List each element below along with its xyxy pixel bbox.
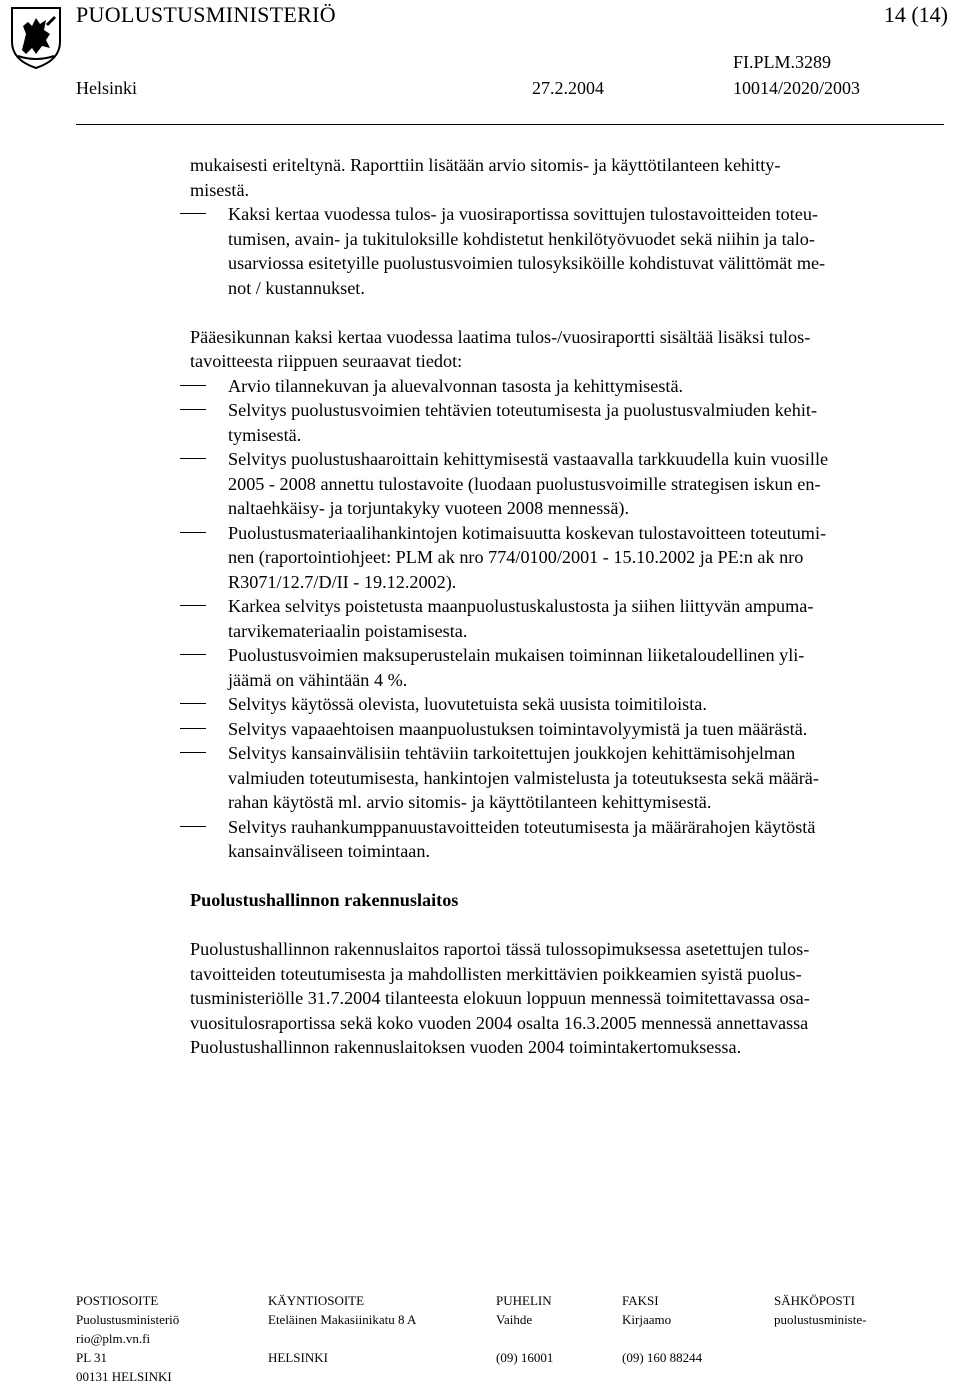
- header-reference: 10014/2020/2003: [733, 78, 861, 98]
- footer-phone: PUHELIN Vaihde (09) 16001: [496, 1293, 554, 1365]
- footer-postal-address: POSTIOSOITE Puolustusministeriö rio@plm.vn.fi PL 31 00131 HELSINKI: [76, 1293, 180, 1384]
- dash-bullet-icon: [180, 728, 206, 729]
- list-item: Karkea selvitys poistetusta maanpuolustuskalustosta ja siihen liittyvän ampuma- tarvikemateriaalin poistamisesta.: [190, 594, 930, 643]
- lion-crest-icon: [6, 4, 66, 70]
- dash-bullet-icon: [180, 532, 206, 533]
- paragraph: Pääesikunnan kaksi kertaa vuodessa laatima tulos-/vuosiraportti sisältää lisäksi tulos- tavoitteesta riippuen seuraavat tiedot:: [190, 326, 811, 371]
- report-items-list: [190, 374, 930, 864]
- list-item: Arvio tilannekuvan ja aluevalvonnan tasosta ja kehittymisestä.: [190, 374, 930, 399]
- dash-bullet-icon: [180, 752, 206, 753]
- footer-email: SÄHKÖPOSTI puolustusministe-: [774, 1293, 867, 1327]
- list-item: Selvitys rauhankumppanuustavoitteiden toteutumisesta ja määrärahojen käytöstä kansainväliseen toimintaan.: [190, 815, 930, 864]
- list-item: Puolustusvoimien maksuperustelain mukaisen toiminnan liiketaloudellinen yli- jäämä on vähintään 4 %.: [190, 643, 930, 692]
- document-body: [190, 153, 930, 1060]
- list-item: Selvitys kansainvälisiin tehtäviin tarkoitettujen joukkojen kehittämisohjelman valmiuden toteutumisesta, hankintojen valmistelusta ja toteutuksesta sekä määrä- rahan käytöstä ml. arvio sitomis- ja käyttötilanteen kehittymisestä.: [190, 741, 930, 815]
- dash-bullet-icon: [180, 213, 206, 214]
- organization-name: PUOLUSTUSMINISTERIÖ: [76, 2, 336, 27]
- footer-visiting-address: KÄYNTIOSOITE Eteläinen Makasiinikatu 8 A HELSINKI: [268, 1293, 417, 1365]
- dash-bullet-icon: [180, 654, 206, 655]
- header-divider: [76, 124, 944, 125]
- intro-continuation: mukaisesti eriteltynä. Raporttiin lisätään arvio sitomis- ja käyttötilanteen kehitty- misestä.: [190, 155, 781, 200]
- footer-fax: FAKSI Kirjaamo (09) 160 88244: [622, 1293, 703, 1365]
- list-item: Selvitys vapaaehtoisen maanpuolustuksen toimintavolyymistä ja tuen määrästä.: [190, 717, 930, 742]
- page-number: 14 (14): [883, 2, 948, 27]
- header-city: Helsinki: [76, 78, 137, 98]
- list-item: Selvitys puolustusvoimien tehtävien toteutumisesta ja puolustusvalmiuden kehit- tymisestä.: [190, 398, 930, 447]
- list-item: Selvitys puolustushaaroittain kehittymisestä vastaavalla tarkkuudella kuin vuosille 2005 - 2008 annettu tulostavoite (luodaan puolustusvoimille strategisen iskun en- naltaehkäisy- ja torjuntakyky vuoteen 2008 mennessä).: [190, 447, 930, 521]
- dash-bullet-icon: [180, 458, 206, 459]
- document-id: FI.PLM.3289: [733, 52, 832, 72]
- header-date: 27.2.2004: [532, 78, 604, 98]
- list-item: Puolustusmateriaalihankintojen kotimaisuutta koskevan tulostavoitteen toteutumi- nen (raportointiohjeet: PLM ak nro 774/0100/2001 - 15.10.2002 ja PE:n ak nro R3071/12.7/D/II - 19.12.2002).: [190, 521, 930, 595]
- dash-bullet-icon: [180, 826, 206, 827]
- list-item: Selvitys käytössä olevista, luovutetuista sekä uusista toimitiloista.: [190, 692, 930, 717]
- paragraph: Puolustushallinnon rakennuslaitos raportoi tässä tulossopimuksessa asetettujen tulos- tavoitteiden toteutumisesta ja mahdollisten merkittävien poikkeamien syistä puolus- tusministeriölle 31.7.2004 tilanteesta elokuun loppuun mennessä toimitettavassa osa- vuositulosraportissa sekä koko vuoden 2004 osalta 16.3.2005 mennessä annettavassa Puolustushallinnon rakennuslaitoksen vuoden 2004 toimintakertomuksessa.: [190, 939, 810, 1057]
- section-heading: Puolustushallinnon rakennuslaitos: [190, 890, 459, 910]
- dash-bullet-icon: [180, 605, 206, 606]
- dash-bullet-icon: [180, 703, 206, 704]
- list-item: Kaksi kertaa vuodessa tulos- ja vuosiraportissa sovittujen tulostavoitteiden toteu- tumisen, avain- ja tukituloksille kohdistetut henkilötyövuodet sekä niihin ja talo- usarviossa esitetyille puolustusvoimien tulosyksiköille kohdistuvat välittömät me- not / kustannukset.: [190, 202, 930, 300]
- dash-bullet-icon: [180, 385, 206, 386]
- dash-bullet-icon: [180, 409, 206, 410]
